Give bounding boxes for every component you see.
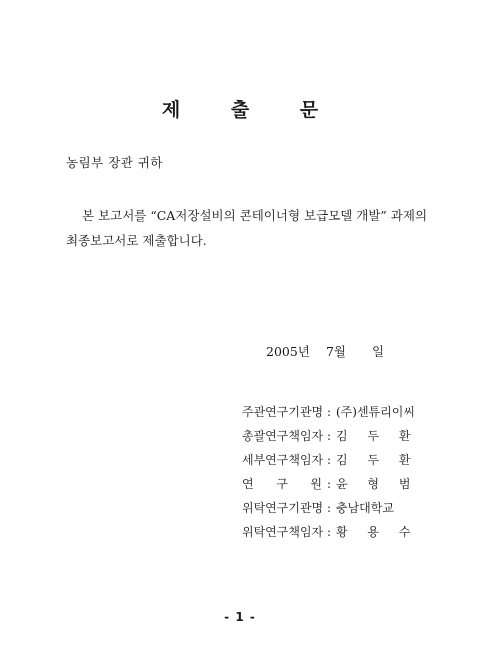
submission-statement [66,203,426,253]
roster-role: 위탁연구기관명 [242,501,324,515]
date-day: 일 [371,344,385,359]
roster-value: (주)센튜리이씨 [336,405,415,419]
roster-role: 연 구 원 [242,477,322,491]
roster-colon: : [326,501,332,515]
roster-row [242,424,418,448]
roster-value: 윤 형 범 [336,477,419,491]
date-month: 7월 [325,344,347,359]
roster-role: 총괄연구책임자 [242,429,324,443]
roster-value: 김 두 환 [336,453,419,467]
page-number: - 1 - [224,610,256,624]
research-roster [242,400,418,544]
roster-colon: : [326,525,332,539]
roster-row [242,520,418,544]
roster-row [242,472,418,496]
roster-role: 주관연구기관명 [242,405,324,419]
roster-colon: : [326,477,332,491]
roster-colon: : [326,453,332,467]
roster-value: 김 두 환 [336,429,419,443]
statement-line-1: 본 보고서를 “CA저장설비의 콘테이너형 보급모델 개발” 과제의 [82,208,428,223]
roster-value: 충남대학교 [336,501,394,515]
roster-role: 위탁연구책임자 [242,525,324,539]
roster-row [242,448,418,472]
recipient-line: 농림부 장관 귀하 [66,155,163,170]
page-title: 제 출 문 [161,99,341,121]
roster-colon: : [326,429,332,443]
roster-colon: : [326,405,332,419]
roster-value: 황 용 수 [336,525,419,539]
statement-line-2: 최종보고서로 제출합니다. [66,233,207,248]
date-year: 2005년 [266,344,310,359]
roster-row [242,400,418,424]
roster-row [242,496,418,520]
submission-date [266,342,384,360]
roster-role: 세부연구책임자 [242,453,324,467]
